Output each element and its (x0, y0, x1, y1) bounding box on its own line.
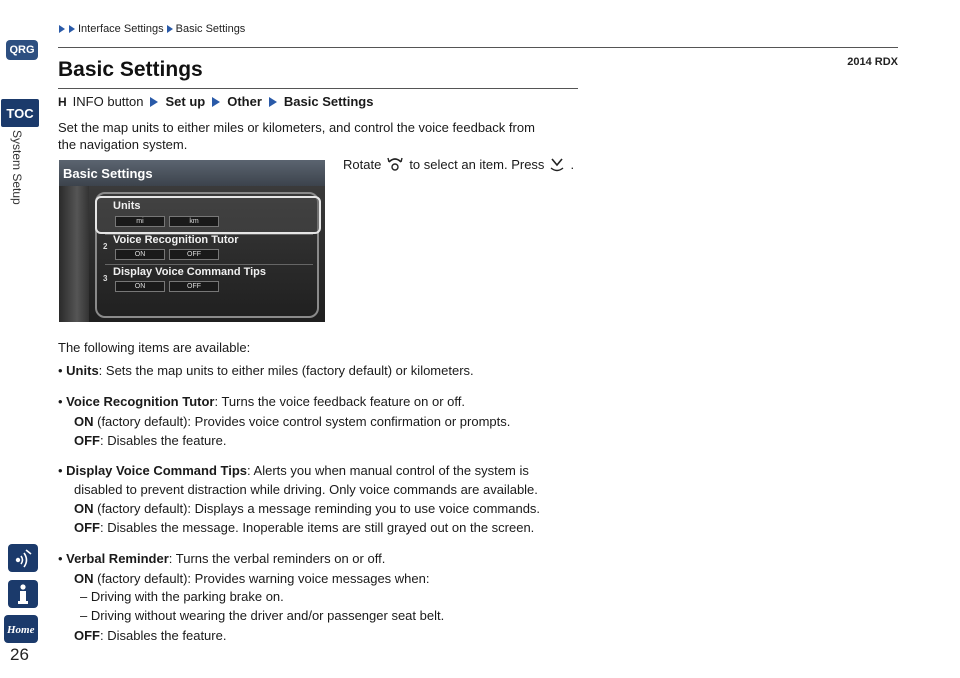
option-on (74, 569, 430, 589)
option-off (74, 518, 534, 538)
breadcrumb (58, 23, 245, 35)
svg-text:Home: Home (7, 624, 35, 636)
sub-item: – Driving with the parking brake on. (80, 589, 284, 604)
screen-divider (105, 264, 313, 265)
bullet: • (58, 394, 67, 409)
path-arrow-icon (212, 97, 220, 107)
breadcrumb-arrow-icon (69, 25, 75, 33)
item-name: Units (66, 363, 99, 378)
breadcrumb-item[interactable]: Interface Settings (78, 23, 164, 35)
basic-settings-screen (59, 160, 325, 322)
intro-line-2: the navigation system. (58, 137, 188, 152)
option-key: OFF (74, 520, 100, 535)
path-step: Basic Settings (283, 94, 374, 109)
available-heading: The following items are available: (58, 340, 251, 355)
option-desc: (factory default): Displays a message reminding you to use voice commands. (93, 501, 541, 516)
rotate-text: to select an item. Press (409, 156, 545, 172)
path-arrow-icon (269, 97, 277, 107)
item-name: Voice Recognition Tutor (66, 394, 215, 409)
path-arrow-icon (150, 97, 158, 107)
option-off (74, 626, 226, 646)
screen-option: ON (115, 281, 165, 292)
menu-path (58, 94, 373, 109)
option-desc: (factory default): Provides warning voice messages when: (93, 571, 430, 586)
screen-option: mi (115, 216, 165, 227)
bullet: • (58, 463, 67, 478)
option-key: ON (74, 414, 94, 429)
home-key-icon: H (58, 94, 67, 109)
item-name: Verbal Reminder (66, 551, 169, 566)
page-title: Basic Settings (58, 58, 203, 81)
screen-title: Basic Settings (59, 160, 325, 186)
model-label: 2014 RDX (847, 56, 898, 68)
option-key: OFF (74, 433, 100, 448)
info-icon[interactable] (8, 580, 38, 608)
option-on (74, 412, 510, 432)
voice-command-icon[interactable] (8, 544, 38, 572)
option-key: OFF (74, 628, 100, 643)
bullet: • (58, 363, 67, 378)
screen-option: OFF (169, 249, 219, 260)
path-step: Other (227, 94, 262, 109)
section-label: System Setup (10, 130, 24, 205)
option-on (74, 499, 540, 519)
rotate-instruction (343, 156, 574, 172)
rotate-text: . (570, 156, 575, 172)
breadcrumb-item[interactable]: Basic Settings (175, 23, 246, 35)
breadcrumb-arrow-icon (59, 25, 65, 33)
option-off (74, 431, 226, 451)
path-start: INFO button (72, 94, 144, 109)
title-rule (58, 88, 578, 89)
item-desc: : Alerts you when manual control of the system is (247, 463, 529, 478)
rotate-knob-icon (386, 156, 404, 172)
screen-item-number: 2 (103, 242, 108, 251)
qrg-button[interactable]: QRG (6, 40, 38, 60)
item-desc: : Turns the voice feedback feature on or off. (214, 394, 465, 409)
home-icon[interactable] (4, 615, 38, 643)
screen-item-label: Display Voice Command Tips (113, 266, 267, 278)
press-knob-icon (549, 156, 565, 172)
screen-item-label: Voice Recognition Tutor (113, 234, 239, 246)
list-item-units (58, 361, 474, 381)
option-desc: : Disables the feature. (100, 433, 227, 448)
option-desc: (factory default): Provides voice control system confirmation or prompts. (93, 414, 511, 429)
path-step: Set up (165, 94, 206, 109)
rotate-text: Rotate (343, 156, 382, 172)
toc-button[interactable]: TOC (1, 99, 39, 127)
option-desc: : Disables the feature. (100, 628, 227, 643)
screen-side-panel (59, 186, 89, 322)
list-item-display-voice-command-tips (58, 461, 529, 481)
screen-option: OFF (169, 281, 219, 292)
sub-item: – Driving without wearing the driver and/or passenger seat belt. (80, 608, 445, 623)
breadcrumb-arrow-icon (167, 25, 173, 33)
bullet: • (58, 551, 67, 566)
item-desc: : Turns the verbal reminders on or off. (168, 551, 386, 566)
screen-option: km (169, 216, 219, 227)
option-key: ON (74, 501, 94, 516)
screen-item-number: 3 (103, 274, 108, 283)
option-key: ON (74, 571, 94, 586)
list-item-verbal-reminder (58, 549, 385, 569)
page-number: 26 (10, 645, 29, 664)
screen-item-label: Units (113, 200, 141, 212)
header-rule (58, 47, 898, 48)
item-desc-continued: disabled to prevent distraction while driving. Only voice commands are available. (74, 482, 538, 497)
list-item-voice-recognition-tutor (58, 392, 465, 412)
intro-line-1: Set the map units to either miles or kilometers, and control the voice feedback from (58, 120, 535, 135)
item-name: Display Voice Command Tips (66, 463, 248, 478)
screen-option: ON (115, 249, 165, 260)
item-desc: : Sets the map units to either miles (factory default) or kilometers. (98, 363, 474, 378)
option-desc: : Disables the message. Inoperable items are still grayed out on the screen. (100, 520, 535, 535)
